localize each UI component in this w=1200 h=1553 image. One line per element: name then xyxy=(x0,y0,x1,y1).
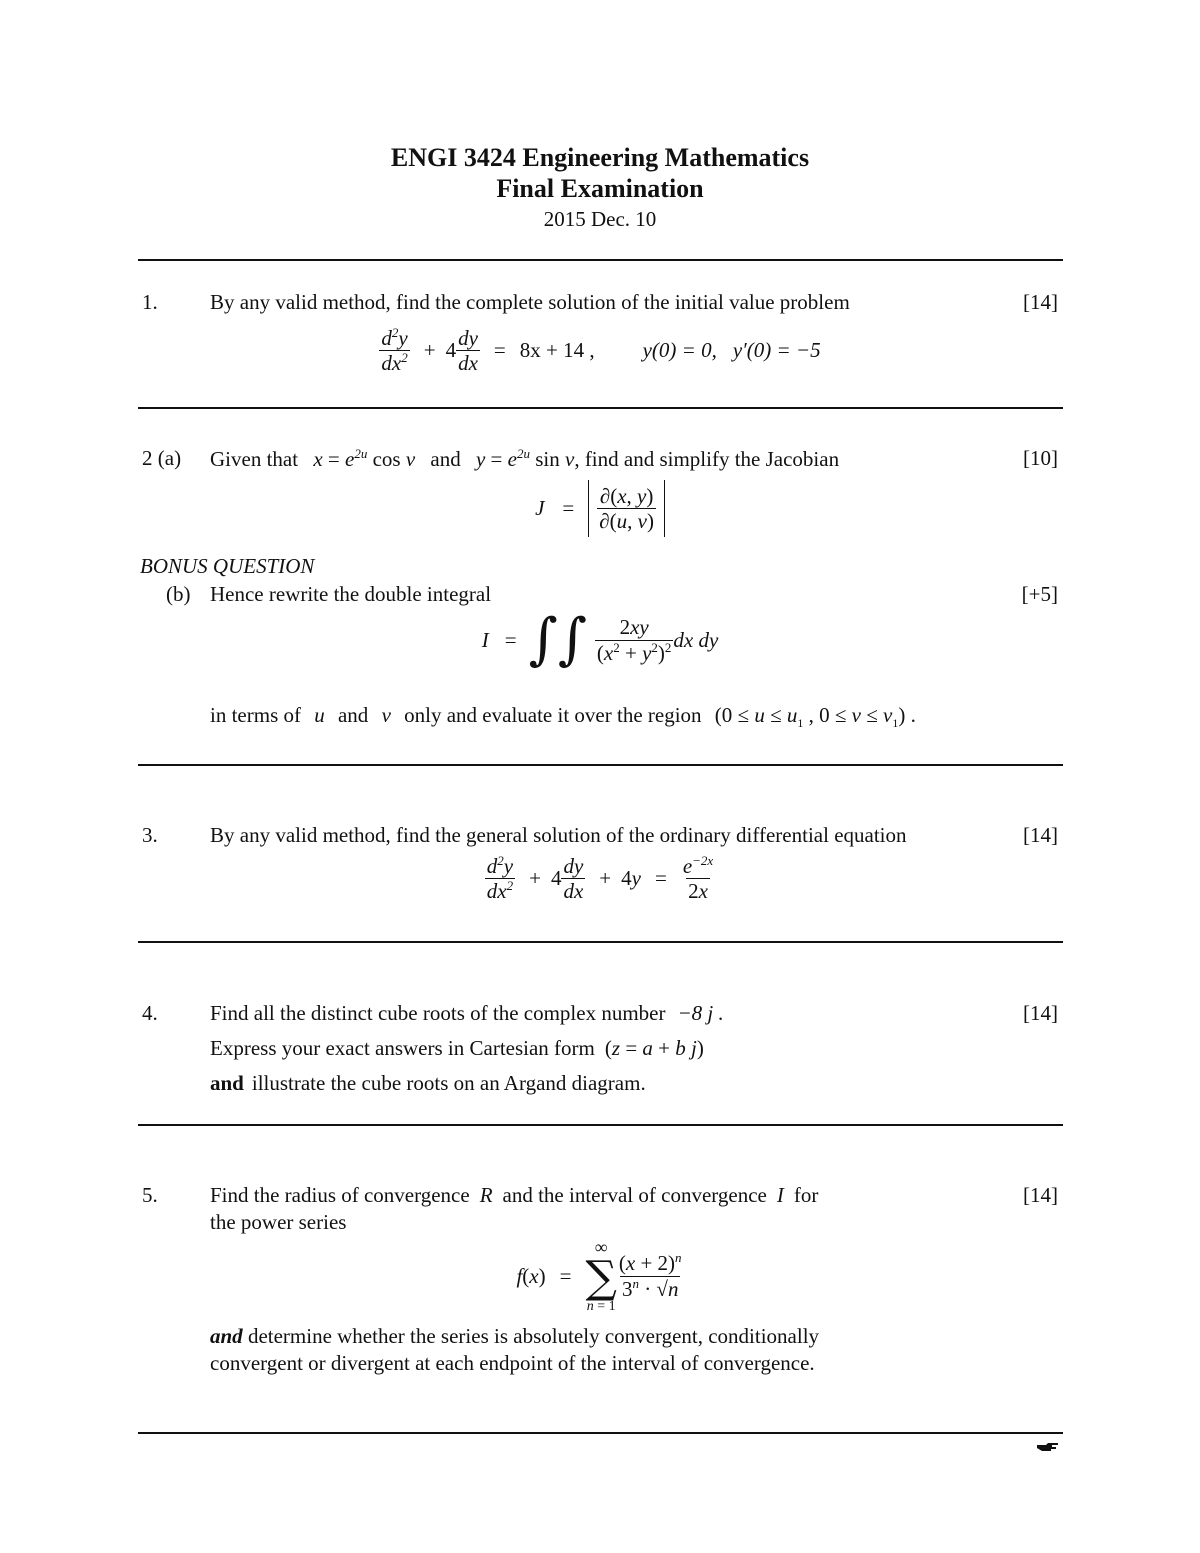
ode-equation: $\frac{d^2y}{dx^2}$ + 4 $\frac{dy}{dx}$ = 8x + 14 , y(0) = 0, y′(0) = −5 xyxy=(381,325,821,376)
question-number: 2 (a) xyxy=(142,446,182,470)
question-marks: [14] xyxy=(1023,1183,1058,1207)
question-marks: [14] xyxy=(1023,290,1058,314)
question-number: 1. xyxy=(142,290,158,314)
divider xyxy=(138,407,1063,409)
divider xyxy=(138,1124,1063,1126)
question-text: Find all the distinct cube roots of the complex number −8 j . xyxy=(210,1001,724,1025)
initial-condition-1: y(0) = 0, xyxy=(642,338,717,363)
bonus-label: BONUS QUESTION xyxy=(140,554,315,578)
question-text: Hence rewrite the double integral xyxy=(210,582,492,606)
question-text: and determine whether the series is absolutely convergent, conditionally xyxy=(210,1324,820,1348)
course-title: ENGI 3424 Engineering Mathematics xyxy=(390,143,810,172)
jacobian-equation: J = $\frac{\partial(x, y)}{\partial(u, v)}$ xyxy=(0,480,1200,537)
question-marks: [+5] xyxy=(1021,582,1058,606)
question-text: Find the radius of convergence R and the interval of convergence I for xyxy=(210,1183,819,1207)
equation-rhs: 8x + 14 , xyxy=(519,338,595,363)
double-integral-equation: I = ∫∫ $\frac{2xy}{(x^2 + y^2)^2}$ dx dy xyxy=(481,607,719,672)
question-text: By any valid method, find the general solution of the ordinary differential equation xyxy=(210,823,907,847)
divider xyxy=(138,259,1063,261)
question-text: By any valid method, find the complete solution of the initial value problem xyxy=(210,290,850,314)
question-text: Given that $x = e^{2u}$ cos v and $y = e^{2u}$ sin v, find and simplify the Jacobian xyxy=(210,446,840,471)
divider xyxy=(138,1432,1063,1434)
question-number: 3. xyxy=(142,823,158,847)
question-text: the power series xyxy=(210,1210,347,1234)
question-text: and illustrate the cube roots on an Argand diagram. xyxy=(210,1071,646,1095)
power-series-equation: f ( x ) = ∞ ∑ n = 1 $\frac{(x + 2)^n}{3^n \cdot √n}$ xyxy=(516,1237,682,1314)
question-marks: [14] xyxy=(1023,1001,1058,1025)
question-part-label: (b) xyxy=(166,582,191,606)
question-text-continued: in terms of u and v only and evaluate it over the region ($0 \le u \le u_1$ , $0 \le v \le v_1$) . xyxy=(210,703,916,731)
question-text: Express your exact answers in Cartesian form (z = a + b j) xyxy=(210,1036,704,1060)
divider xyxy=(138,764,1063,766)
question-marks: [10] xyxy=(1023,446,1058,470)
pointing-hand-icon xyxy=(1036,1440,1060,1458)
exam-title: Final Examination xyxy=(496,174,704,203)
question-text: convergent or divergent at each endpoint of the interval of convergence. xyxy=(210,1351,815,1375)
exam-date: 2015 Dec. 10 xyxy=(543,207,657,231)
question-marks: [14] xyxy=(1023,823,1058,847)
question-number: 5. xyxy=(142,1183,158,1207)
initial-condition-2: y′(0) = −5 xyxy=(732,338,821,363)
question-number: 4. xyxy=(142,1001,158,1025)
divider xyxy=(138,941,1063,943)
ode-equation: $\frac{d^2y}{dx^2}$ + 4 $\frac{dy}{dx}$ + 4 y = $\frac{e^{-2x}}{2x}$ xyxy=(486,853,714,904)
